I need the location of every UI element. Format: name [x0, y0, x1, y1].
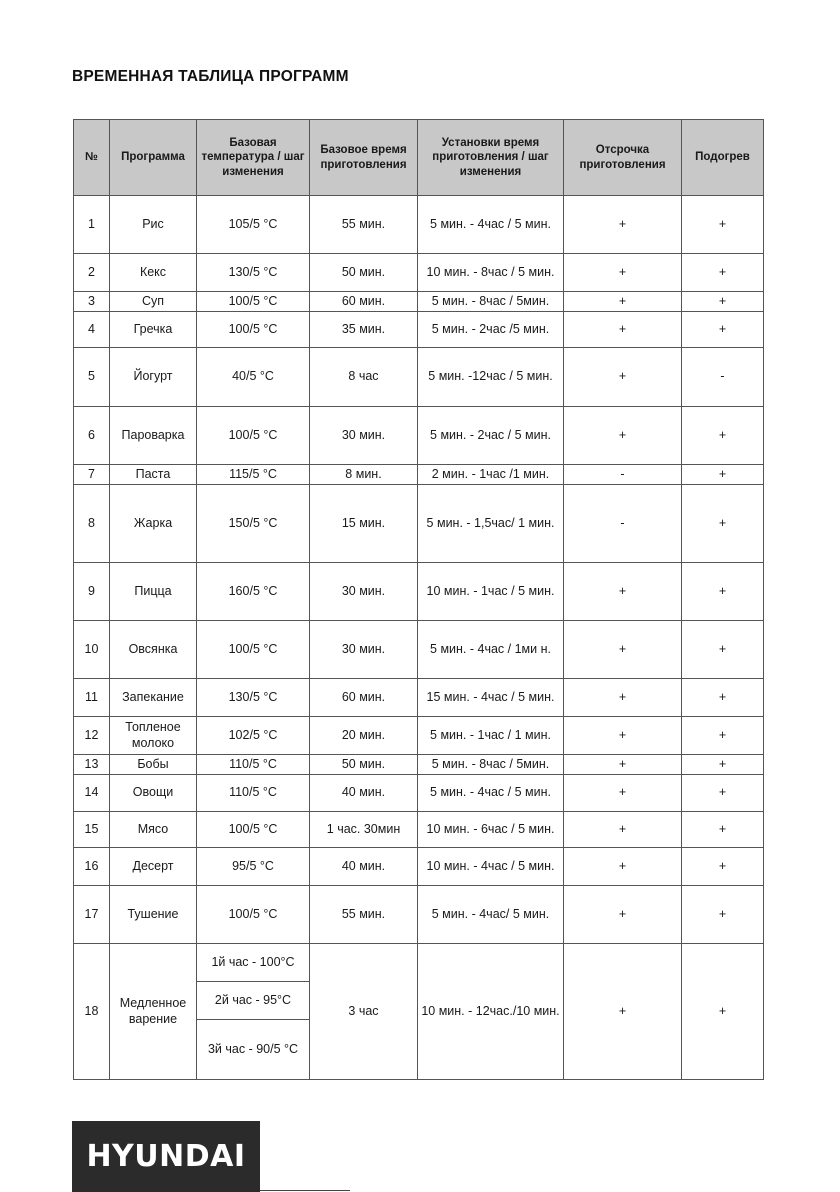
row-heating: +	[682, 717, 764, 755]
row-settings: 5 мин. - 2час /5 мин.	[418, 312, 564, 348]
row-delay: +	[564, 679, 682, 717]
row-heating: +	[682, 679, 764, 717]
row-settings: 10 мин. - 4час / 5 мин.	[418, 848, 564, 886]
row-num: 6	[74, 407, 110, 465]
table-row	[74, 292, 764, 312]
row-heating: +	[682, 407, 764, 465]
row-temp: 160/5 °С	[197, 563, 310, 621]
table-row	[74, 465, 764, 485]
row-settings: 15 мин. - 4час / 5 мин.	[418, 679, 564, 717]
temp-stage-3: 3й час - 90/5 °С	[207, 1041, 299, 1056]
temp-stage-1: 1й час - 100°С	[197, 944, 309, 982]
row-delay: +	[564, 621, 682, 679]
row-time: 60 мин.	[310, 679, 418, 717]
table-row	[74, 621, 764, 679]
row-settings: 10 мин. - 8час / 5 мин.	[418, 254, 564, 292]
row-delay: +	[564, 254, 682, 292]
row-heating: +	[682, 755, 764, 775]
row-settings: 10 мин. - 12час./10 мин.	[418, 944, 564, 1080]
page-title: ВРЕМЕННАЯ ТАБЛИЦА ПРОГРАММ	[72, 68, 349, 85]
table-row	[74, 196, 764, 254]
table-row	[74, 312, 764, 348]
row-temp: 100/5 °С	[197, 407, 310, 465]
row-temp: 100/5 °С	[197, 812, 310, 848]
row-temp: 100/5 °С	[197, 886, 310, 944]
table-header-row	[74, 120, 764, 196]
row-delay: +	[564, 775, 682, 812]
row-program: Суп	[110, 292, 197, 312]
row-num: 11	[74, 679, 110, 717]
row-delay: +	[564, 848, 682, 886]
row-time: 55 мин.	[310, 196, 418, 254]
program-table	[73, 119, 764, 1080]
row-delay: +	[564, 407, 682, 465]
row-heating: +	[682, 621, 764, 679]
table-row	[74, 348, 764, 407]
row-time: 8 мин.	[310, 465, 418, 485]
table-row	[74, 485, 764, 563]
row-settings: 5 мин. - 1час / 1 мин.	[418, 717, 564, 755]
row-time: 50 мин.	[310, 254, 418, 292]
row-program: Рис	[110, 196, 197, 254]
row-num: 12	[74, 717, 110, 755]
row-time: 35 мин.	[310, 312, 418, 348]
row-heating: +	[682, 848, 764, 886]
table-row	[74, 848, 764, 886]
row-delay: +	[564, 348, 682, 407]
row-settings: 5 мин. - 1,5час/ 1 мин.	[418, 485, 564, 563]
row-num: 17	[74, 886, 110, 944]
row-time: 30 мин.	[310, 563, 418, 621]
row-heating: +	[682, 465, 764, 485]
row-program: Запекание	[110, 679, 197, 717]
row-temp: 110/5 °С	[197, 775, 310, 812]
row-heating: -	[682, 348, 764, 407]
row-settings: 5 мин. - 2час / 5 мин.	[418, 407, 564, 465]
table-row	[74, 407, 764, 465]
row-time: 50 мин.	[310, 755, 418, 775]
row-num: 9	[74, 563, 110, 621]
footer-divider	[260, 1190, 350, 1191]
row-program: Десерт	[110, 848, 197, 886]
row-delay: +	[564, 292, 682, 312]
row-num: 2	[74, 254, 110, 292]
row-delay: +	[564, 944, 682, 1080]
row-program: Гречка	[110, 312, 197, 348]
row-program: Пицца	[110, 563, 197, 621]
row-temp-stages	[197, 944, 310, 1080]
table-row	[74, 755, 764, 775]
row-num: 4	[74, 312, 110, 348]
row-temp: 95/5 °С	[197, 848, 310, 886]
row-program: Жарка	[110, 485, 197, 563]
row-delay: -	[564, 465, 682, 485]
row-settings: 5 мин. -12час / 5 мин.	[418, 348, 564, 407]
row-temp: 130/5 °С	[197, 254, 310, 292]
row-heating: +	[682, 292, 764, 312]
row-delay: +	[564, 717, 682, 755]
row-delay: +	[564, 886, 682, 944]
row-heating: +	[682, 196, 764, 254]
hyundai-logo: HYUNDAI	[72, 1121, 260, 1192]
row-time: 40 мин.	[310, 848, 418, 886]
row-num: 3	[74, 292, 110, 312]
table-row	[74, 717, 764, 755]
header-time-settings: Установки время приготовления / шаг изменения	[418, 120, 564, 196]
row-time: 30 мин.	[310, 407, 418, 465]
row-num: 13	[74, 755, 110, 775]
row-settings: 10 мин. - 6час / 5 мин.	[418, 812, 564, 848]
row-heating: +	[682, 254, 764, 292]
row-time: 20 мин.	[310, 717, 418, 755]
row-settings: 5 мин. - 4час / 5 мин.	[418, 775, 564, 812]
row-time: 40 мин.	[310, 775, 418, 812]
row-time: 8 час	[310, 348, 418, 407]
temp-stage-2: 2й час - 95°С	[197, 982, 309, 1020]
table-row	[74, 775, 764, 812]
table-row	[74, 886, 764, 944]
row-temp: 40/5 °С	[197, 348, 310, 407]
row-program: Йогурт	[110, 348, 197, 407]
row-num: 5	[74, 348, 110, 407]
row-settings: 2 мин. - 1час /1 мин.	[418, 465, 564, 485]
row-num: 15	[74, 812, 110, 848]
header-program: Программа	[110, 120, 197, 196]
row-heating: +	[682, 886, 764, 944]
row-num: 8	[74, 485, 110, 563]
row-time: 15 мин.	[310, 485, 418, 563]
row-num: 10	[74, 621, 110, 679]
row-time: 3 час	[310, 944, 418, 1080]
row-temp: 100/5 °С	[197, 621, 310, 679]
row-program: Тушение	[110, 886, 197, 944]
row-num: 7	[74, 465, 110, 485]
row-settings: 5 мин. - 8час / 5мин.	[418, 292, 564, 312]
row-heating: +	[682, 812, 764, 848]
row-settings: 5 мин. - 8час / 5мин.	[418, 755, 564, 775]
row-time: 60 мин.	[310, 292, 418, 312]
row-settings: 5 мин. - 4час / 5 мин.	[418, 196, 564, 254]
header-base-temp: Базовая температура / шаг изменения	[197, 120, 310, 196]
row-temp: 115/5 °С	[197, 465, 310, 485]
table-row	[74, 944, 764, 1080]
header-delay: Отсрочка приготовления	[564, 120, 682, 196]
row-temp: 100/5 °С	[197, 312, 310, 348]
row-num: 16	[74, 848, 110, 886]
row-program: Пароварка	[110, 407, 197, 465]
row-program: Овощи	[110, 775, 197, 812]
row-program: Овсянка	[110, 621, 197, 679]
row-heating: +	[682, 563, 764, 621]
row-heating: +	[682, 944, 764, 1080]
header-heating: Подогрев	[682, 120, 764, 196]
row-time: 1 час. 30мин	[310, 812, 418, 848]
table-row	[74, 254, 764, 292]
header-num: №	[74, 120, 110, 196]
row-time: 55 мин.	[310, 886, 418, 944]
row-program: Мясо	[110, 812, 197, 848]
row-num: 1	[74, 196, 110, 254]
row-settings: 5 мин. - 4час/ 5 мин.	[418, 886, 564, 944]
table-row	[74, 812, 764, 848]
row-delay: +	[564, 563, 682, 621]
row-program: Кекс	[110, 254, 197, 292]
row-delay: +	[564, 755, 682, 775]
row-temp: 105/5 °С	[197, 196, 310, 254]
row-delay: +	[564, 312, 682, 348]
row-program: Топленое молоко	[110, 717, 197, 755]
row-heating: +	[682, 485, 764, 563]
row-num: 14	[74, 775, 110, 812]
row-delay: +	[564, 196, 682, 254]
row-temp: 130/5 °С	[197, 679, 310, 717]
row-heating: +	[682, 775, 764, 812]
row-time: 30 мин.	[310, 621, 418, 679]
row-temp: 150/5 °С	[197, 485, 310, 563]
row-heating: +	[682, 312, 764, 348]
table-row	[74, 679, 764, 717]
row-program: Бобы	[110, 755, 197, 775]
row-delay: +	[564, 812, 682, 848]
row-temp: 100/5 °С	[197, 292, 310, 312]
row-temp: 110/5 °С	[197, 755, 310, 775]
row-settings: 5 мин. - 4час / 1ми н.	[418, 621, 564, 679]
row-num: 18	[74, 944, 110, 1080]
row-settings: 10 мин. - 1час / 5 мин.	[418, 563, 564, 621]
row-delay: -	[564, 485, 682, 563]
row-program: Паста	[110, 465, 197, 485]
table-row	[74, 563, 764, 621]
row-temp: 102/5 °С	[197, 717, 310, 755]
header-base-time: Базовое время приготовления	[310, 120, 418, 196]
row-program: Медленное варение	[110, 944, 197, 1080]
